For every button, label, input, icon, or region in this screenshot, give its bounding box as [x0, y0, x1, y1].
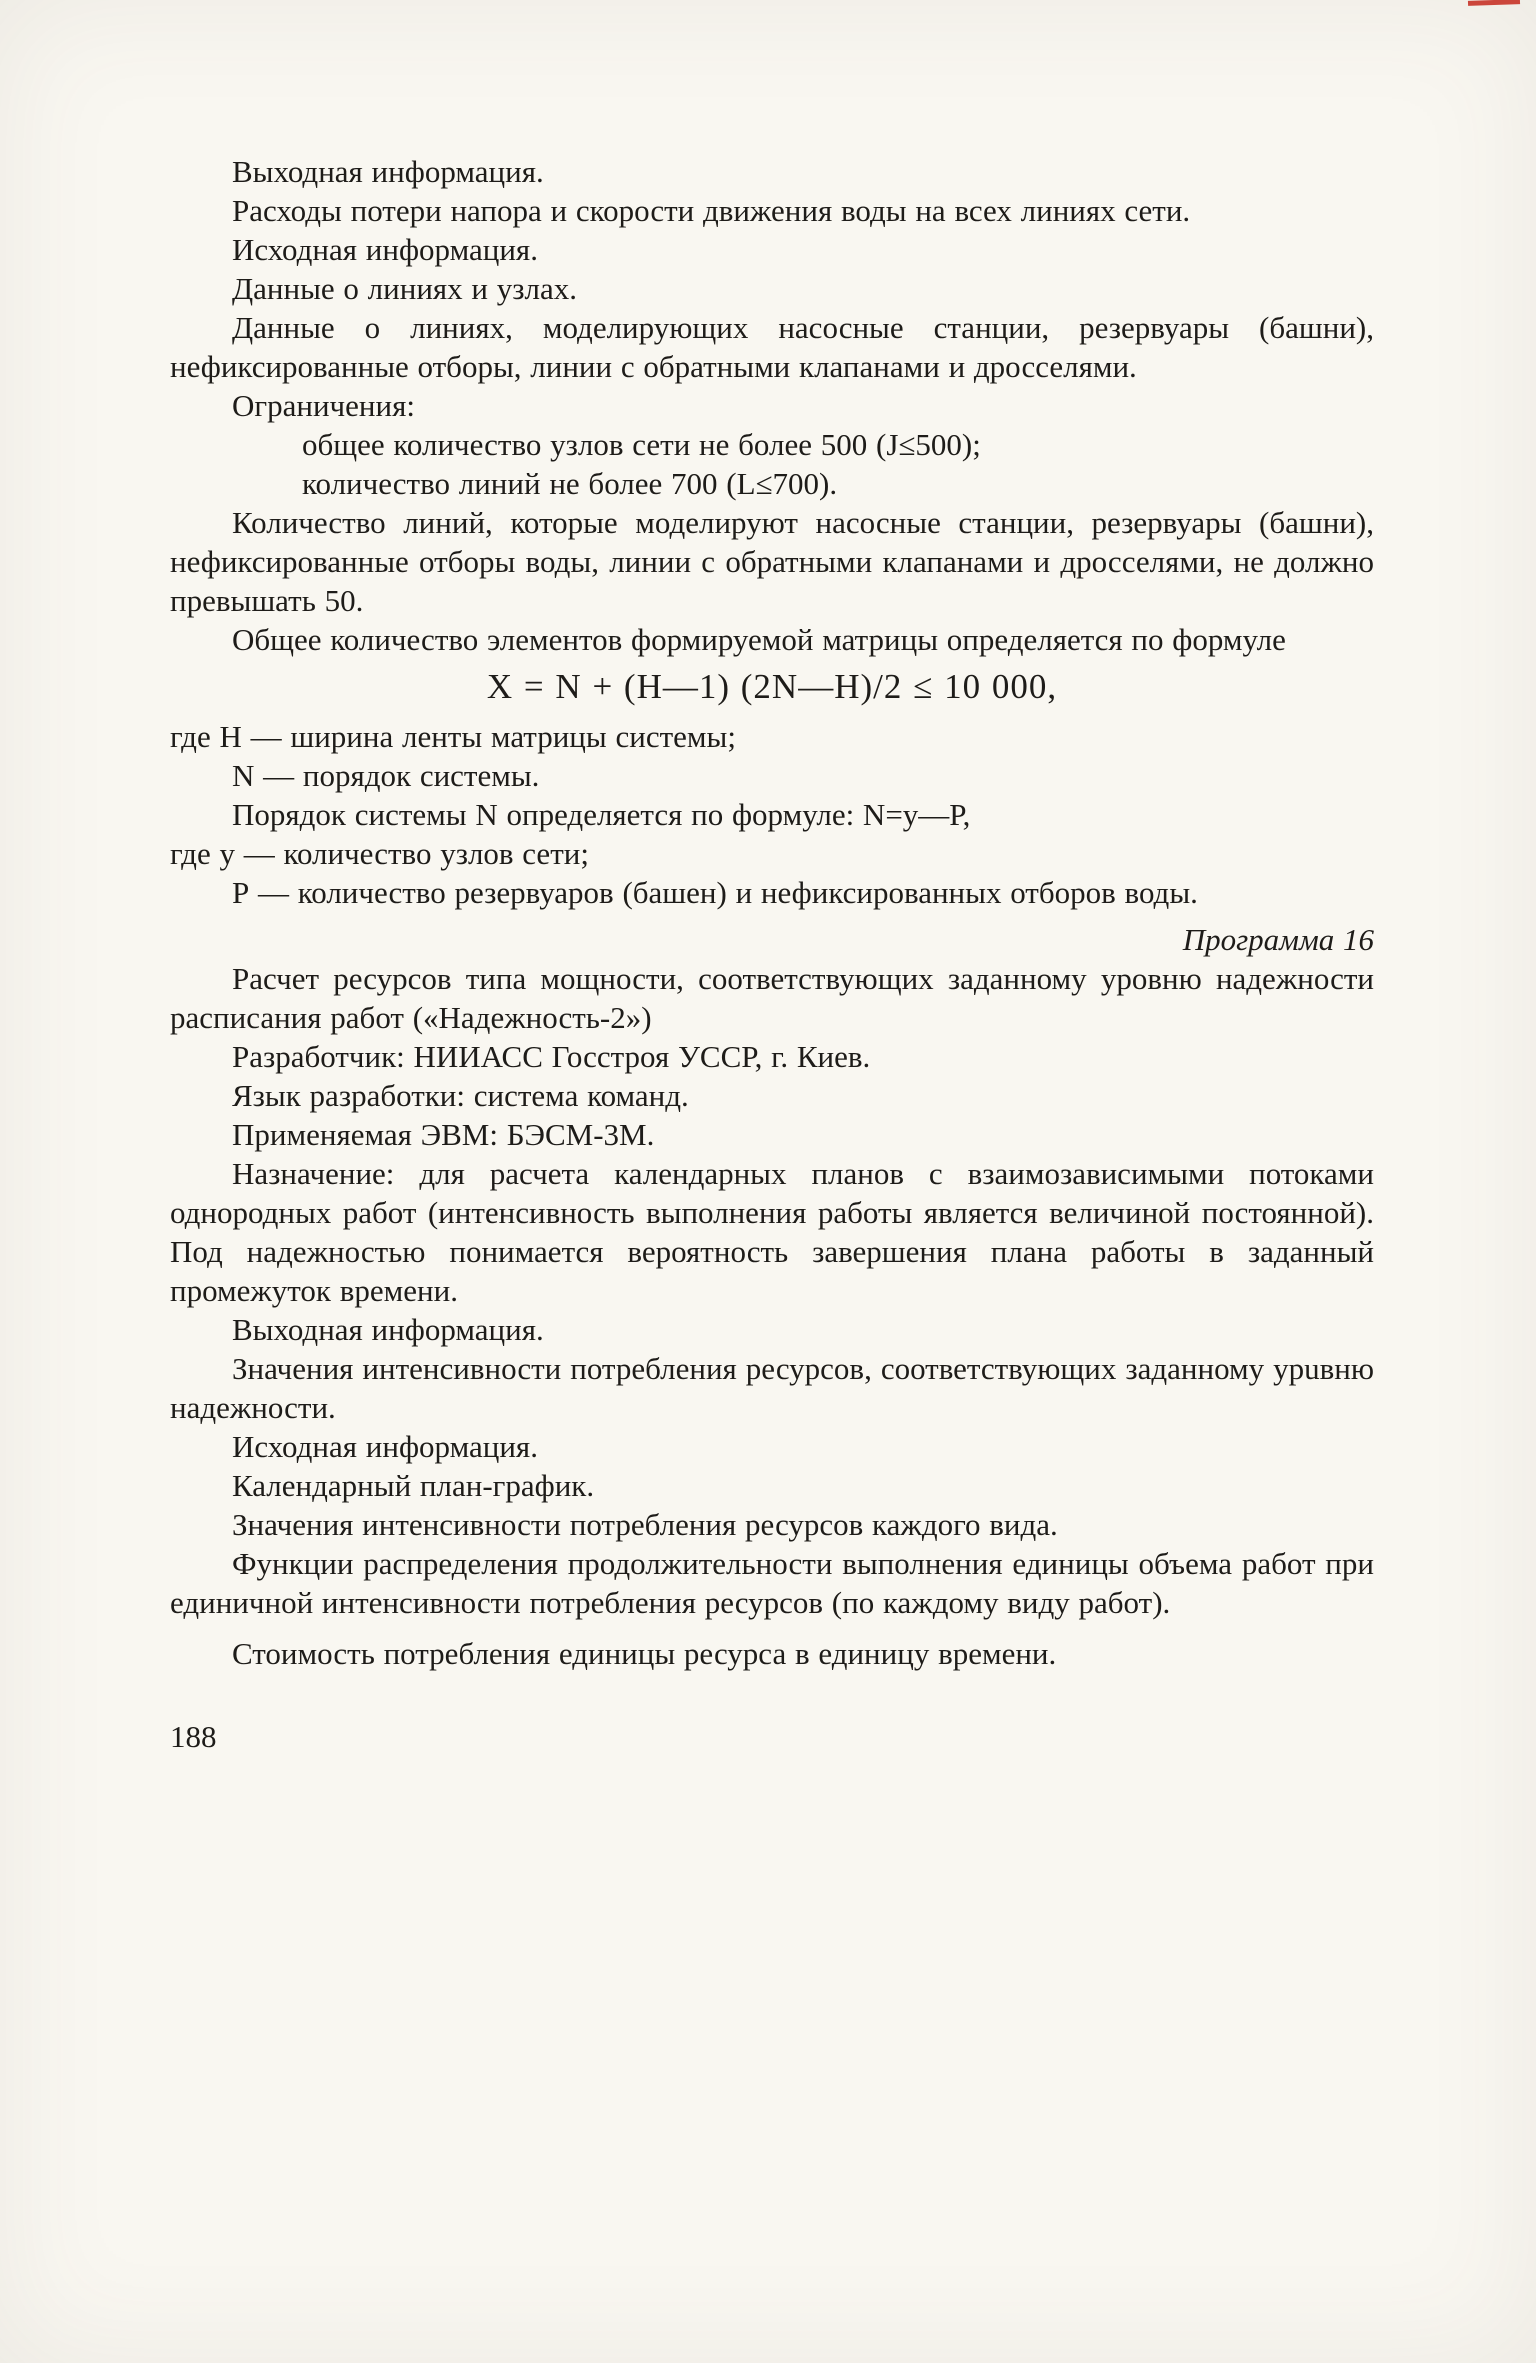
paragraph: Общее количество элементов формируемой матрицы определяется по формуле: [232, 622, 1286, 657]
text-block: [170, 152, 1374, 1756]
paragraph: Расчет ресурсов типа мощности, соответствующих заданному уровню надежности расписания работ («Надежность-2»): [170, 961, 1374, 1035]
paragraph: Данные о линиях и узлах.: [232, 271, 577, 306]
paragraph: Применяемая ЭВМ: БЭСМ-3М.: [232, 1117, 655, 1152]
paragraph: где Н — ширина ленты матрицы системы;: [170, 719, 736, 754]
paragraph: Данные о линиях, моделирующих насосные станции, резервуары (башни), нефиксированные отборы, линии с обратными клапанами и дросселями.: [170, 310, 1374, 384]
paragraph: Стоимость потребления единицы ресурса в единицу времени.: [232, 1636, 1057, 1671]
paragraph: Расходы потери напора и скорости движения воды на всех линиях сети.: [232, 193, 1191, 228]
paragraph: Порядок системы N определяется по формуле: N=у—Р,: [232, 797, 971, 832]
paragraph: Значения интенсивности потребления ресурсов каждого вида.: [232, 1507, 1058, 1542]
paragraph: Выходная информация.: [232, 1312, 544, 1347]
red-scan-mark: [1468, 0, 1520, 6]
paragraph: Календарный план-график.: [232, 1468, 595, 1503]
paragraph: количество линий не более 700 (L≤700).: [302, 466, 838, 501]
paragraph: Количество линий, которые моделируют насосные станции, резервуары (башни), нефиксированные отборы воды, линии с обратными клапанами и дросселями, не должно превышать 50.: [170, 505, 1374, 618]
paragraph: Значения интенсивности потребления ресурсов, соответствующих заданному урuвню надежности.: [170, 1351, 1374, 1425]
matrix-size-formula: X = N + (H—1) (2N—H)/2 ≤ 10 000,: [486, 667, 1058, 706]
page-number: 188: [170, 1719, 217, 1754]
paragraph: где у — количество узлов сети;: [170, 836, 589, 871]
paragraph: N — порядок системы.: [232, 758, 540, 793]
paragraph: Ограничения:: [232, 388, 415, 423]
paragraph: Функции распределения продолжительности выполнения единицы объема работ при единичной интенсивности потребления ресурсов (по каждому виду работ).: [170, 1546, 1374, 1620]
program-16-heading: Программа 16: [1182, 922, 1374, 957]
paragraph: Разработчик: НИИАСС Госстроя УССР, г. Киев.: [232, 1039, 871, 1074]
paragraph: Исходная информация.: [232, 1429, 538, 1464]
paragraph: общее количество узлов сети не более 500 (J≤500);: [302, 427, 981, 462]
paragraph: Исходная информация.: [232, 232, 538, 267]
paragraph: Выходная информация.: [232, 154, 544, 189]
paragraph: Назначение: для расчета календарных планов с взаимозависимыми потоками однородных работ (интенсивность выполнения работы является величиной постоянной). Под надежностью понимается вероятность завершения плана работы в заданный промежуток времени.: [170, 1156, 1374, 1308]
paragraph: Язык разработки: система команд.: [232, 1078, 689, 1113]
paragraph: Р — количество резервуаров (башен) и нефиксированных отборов воды.: [232, 875, 1198, 910]
